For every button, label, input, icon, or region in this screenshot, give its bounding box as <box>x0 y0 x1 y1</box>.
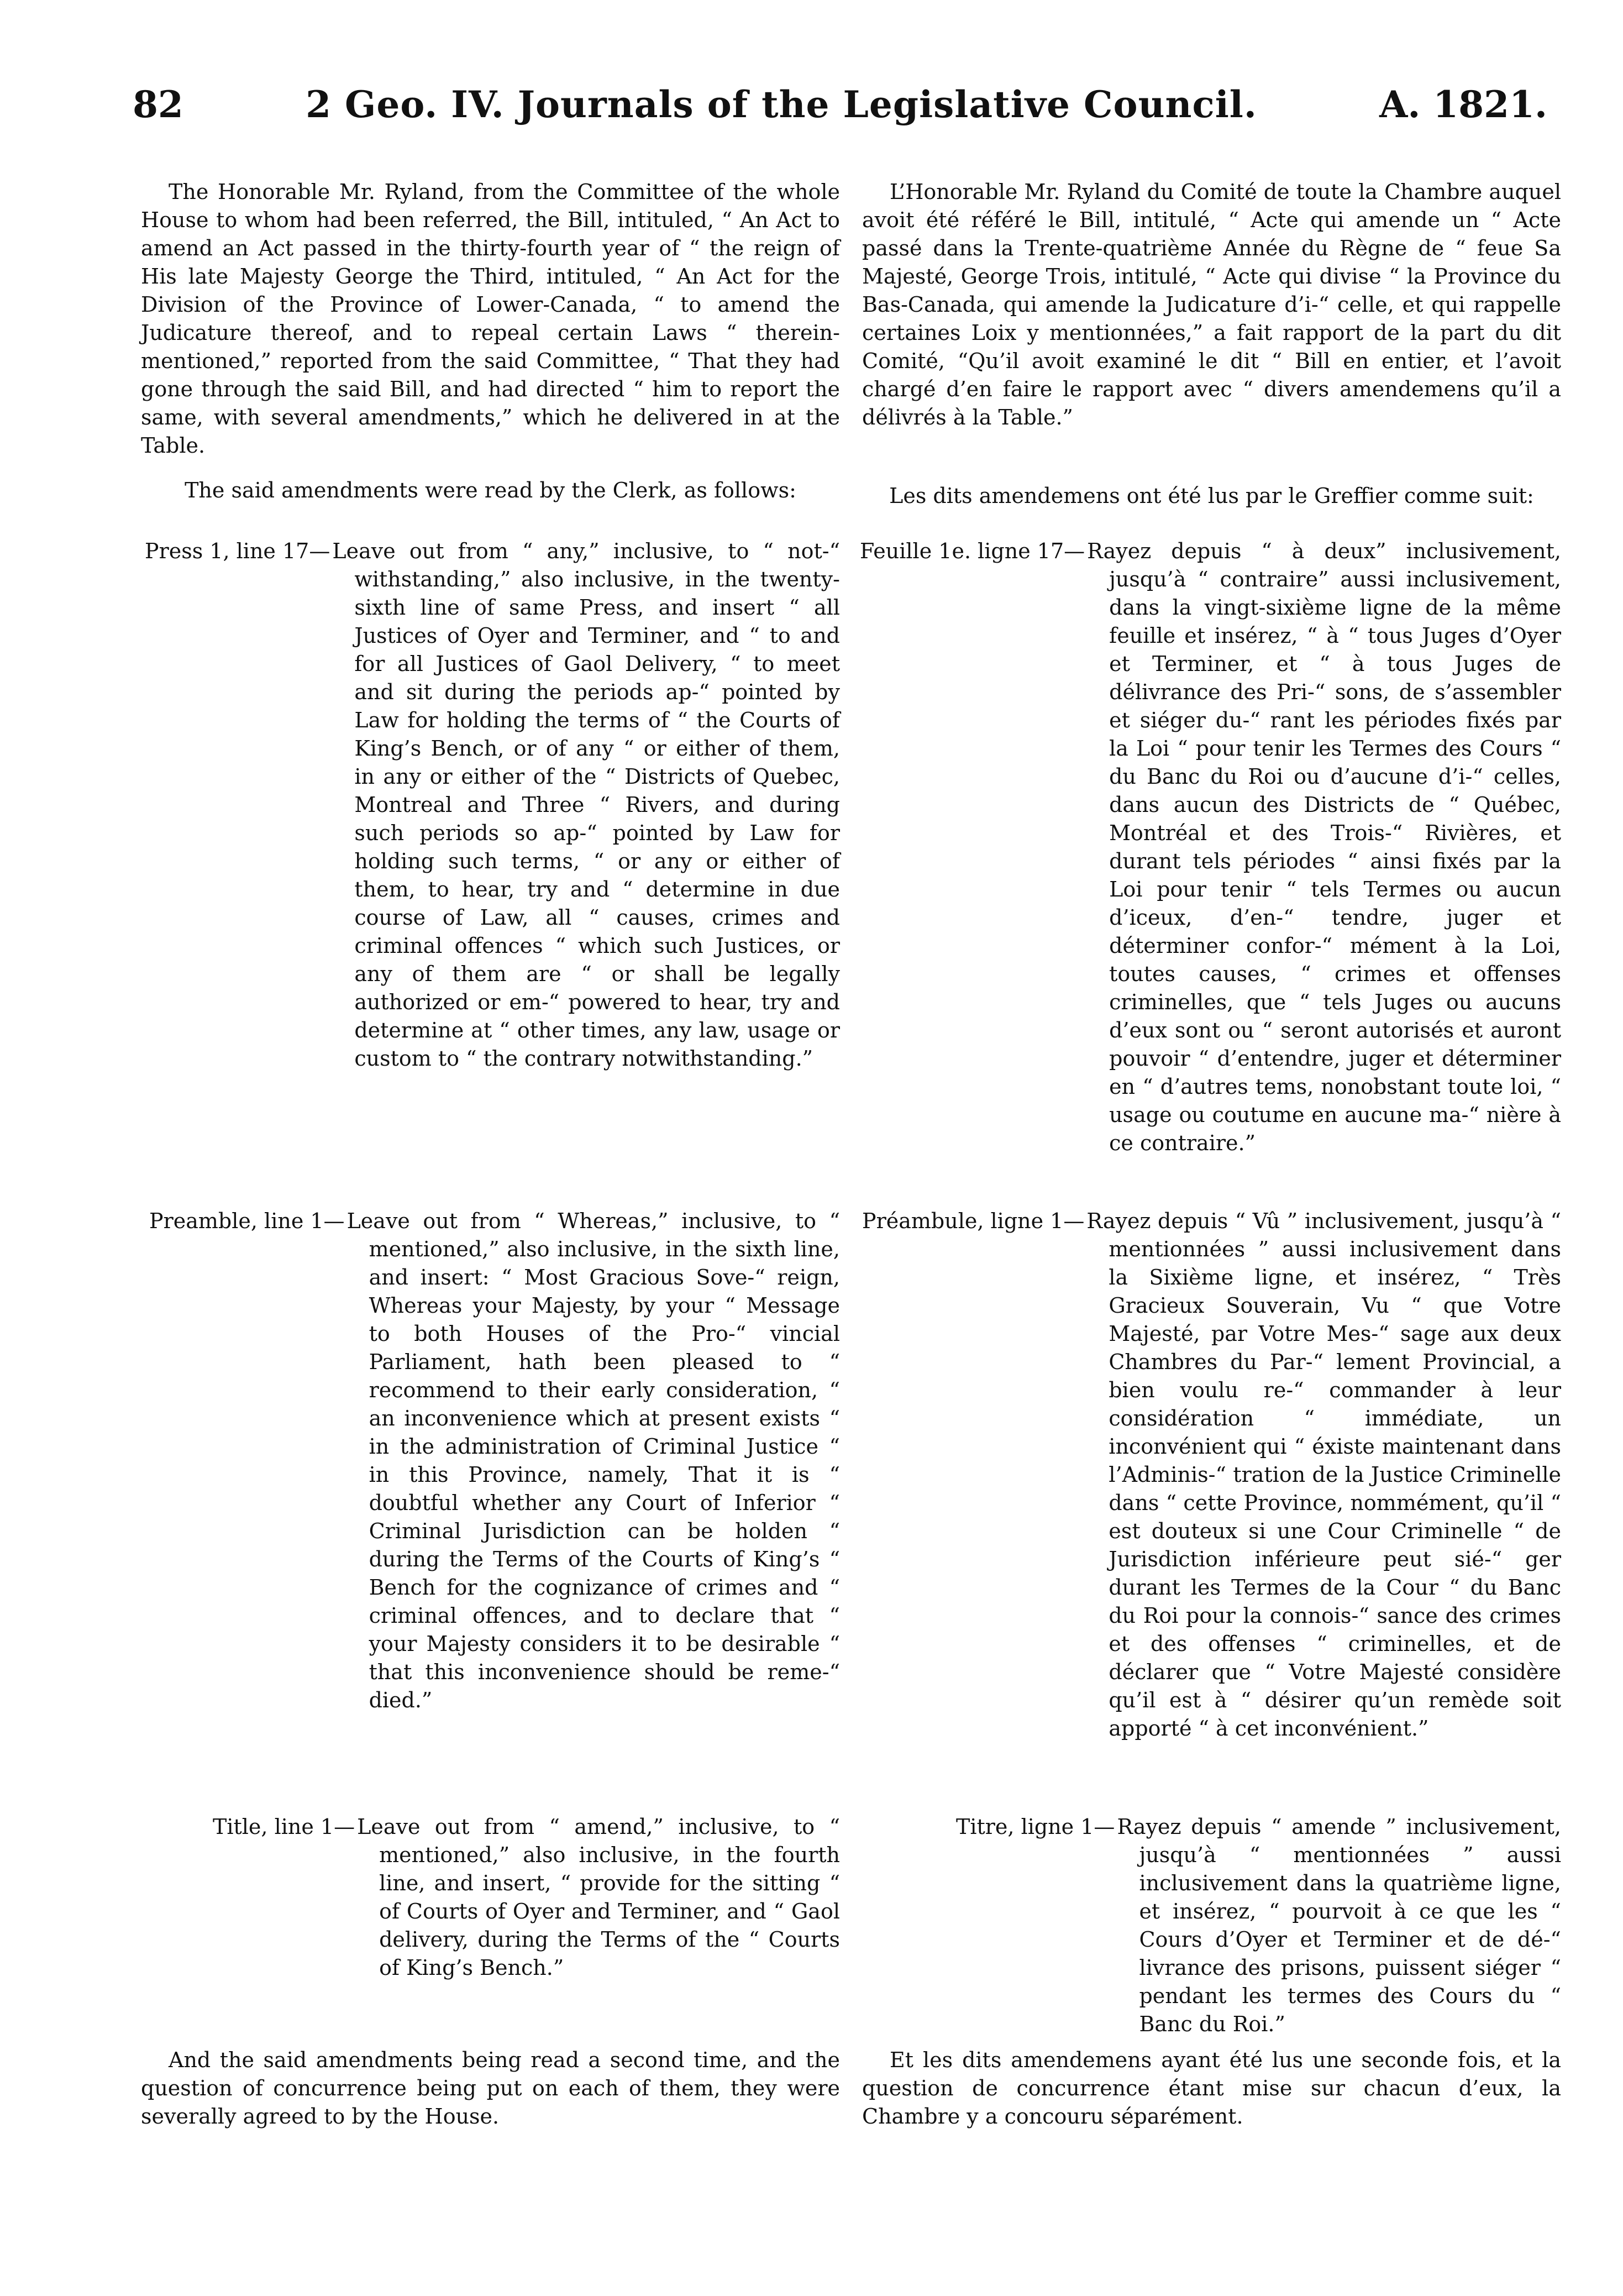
english-amendment-title-label: Title, line 1— <box>213 1815 355 1839</box>
french-intro: L’Honorable Mr. Ryland du Comité de toute la Chambre auquel avoit été référé le Bill, intitulé, “ Acte qui amende un “ Acte passé dans la Trente-quatrième Année du Règne de “ feue Sa Majesté, George Trois, intitulé, “ Acte qui divise “ la Province du Bas-Canada, qui amende la Judicature d’i-“ celle, et qui rappelle certaines Loix y mentionnées,” a fait rapport de la part du dit Comité, “Qu’il avoit examiné le dit “ Bill en entier, et l’avoit chargé d’en faire le rapport avec “ divers amendemens qu’il a délivrés à la Table.” <box>862 180 1561 429</box>
french-amendment-feuille-text: Rayez depuis “ à deux” inclusivement, jusqu’à “ contraire” aussi inclusivement, dans la vingt-sixième ligne de la même feuille et insérez, “ à “ tous Juges d’Oyer et Terminer, et “ à tous Juges de délivrance des Pri-“ sons, de s’assembler et siéger du-“ rant les périodes fixés par la Loi “ pour tenir les Termes des Cours “ du Banc du Roi ou d’aucune d’i-“ celles, dans aucun des Districts de “ Québec, Montréal et des Trois-“ Rivières, et durant tels périodes “ ainsi fixés par la Loi pour tenir “ tels Termes ou aucun d’iceux, d’en-“ tendre, juger et déterminer confor-“ mément à la Loi, toutes causes, “ crimes et offenses criminelles, que “ tels Juges ou aucuns d’eux sont ou “ seront autorisés et auront pouvoir “ d’entendre, juger et déterminer en “ d’autres tems, nonobstant toute loi, “ usage ou coutume en aucune ma-“ nière à ce contraire.” <box>1087 539 1561 1155</box>
english-amendment-press <box>145 537 840 1073</box>
year: A. 1821. <box>1379 83 1547 126</box>
french-read-by-clerk: Les dits amendemens ont été lus par le Greffier comme suit: <box>889 484 1534 508</box>
french-amendment-titre-label: Titre, ligne 1— <box>956 1815 1115 1839</box>
french-amendment-titre-text: Rayez depuis “ amende ” inclusivement, jusqu’à “ mentionnées ” aussi inclusivement dans la quatrième ligne, et insérez, “ pourvoit à ce que les “ Cours d’Oyer et Terminer et de dé-“ livrance des prisons, puissent siéger “ pendant les termes des Cours du “ Banc du Roi.” <box>1117 1815 1561 2036</box>
english-amendment-title-text: Leave out from “ amend,” inclusive, to “ mentioned,” also inclusive, in the fourth line, and insert, “ provide for the sitting “ of Courts of Oyer and Terminer, and “ Gaol delivery, during the Terms of the “ Courts of King’s Bench.” <box>357 1815 840 1980</box>
english-amendment-preamble <box>149 1207 840 1715</box>
running-title: 2 Geo. IV. Journals of the Legislative Council. <box>306 83 1257 126</box>
french-amendment-preambule-label: Préambule, ligne 1— <box>862 1209 1085 1233</box>
english-amendment-press-label: Press 1, line 17— <box>145 539 330 563</box>
english-intro: The Honorable Mr. Ryland, from the Committee of the whole House to whom had been referred, the Bill, intituled, “ An Act to amend an Act passed in the thirty-fourth year of “ the reign of His late Majesty George the Third, intituled, “ An Act for the Division of the Province of Lower-Canada, “ to amend the Judicature thereof, and to repeal certain Laws “ therein-mentioned,” reported from the said Committee, “ That they had gone through the said Bill, and had directed “ him to report the same, with several amendments,” which he delivered in at the Table. <box>141 180 840 458</box>
french-amendment-feuille-label: Feuille 1e. ligne 17— <box>860 539 1085 563</box>
english-amendment-preamble-text: Leave out from “ Whereas,” inclusive, to “ mentioned,” also inclusive, in the sixth line, and insert: “ Most Gracious Sove-“ reign, Whereas your Majesty, by your “ Message to both Houses of the Pro-“ vincial Parliament, hath been pleased to “ recommend to their early consideration, “ an inconvenience which at present exists “ in the administration of Criminal Justice “ in this Province, namely, That it is “ doubtful whether any Court of Inferior “ Criminal Jurisdiction can be holden “ during the Terms of the Courts of King’s “ Bench for the cognizance of crimes and “ criminal offences, and to declare that “ your Majesty considers it to be desirable “ that this inconvenience should be reme-“ died.” <box>346 1209 840 1712</box>
french-amendment-feuille <box>860 537 1561 1157</box>
french-amendment-preambule <box>862 1207 1561 1743</box>
page-number: 82 <box>133 83 183 126</box>
english-read-by-clerk: The said amendments were read by the Clerk, as follows: <box>185 478 796 502</box>
english-amendment-press-text: Leave out from “ any,” inclusive, to “ not-“ withstanding,” also inclusive, in the twenty-sixth line of same Press, and insert “ all Justices of Oyer and Terminer, and “ to and for all Justices of Gaol Delivery, “ to meet and sit during the periods ap-“ pointed by Law for holding the terms of “ the Courts of King’s Bench, or of any “ or either of them, in any or either of the “ Districts of Quebec, Montreal and Three “ Rivers, and during such periods so ap-“ pointed by Law for holding such terms, “ or any or either of them, to hear, try and “ determine in due course of Law, all “ causes, crimes and criminal offences “ which such Justices, or any of them are “ or shall be legally authorized or em-“ powered to hear, try and determine at “ other times, any law, usage or custom to “ the contrary notwithstanding.” <box>332 539 840 1071</box>
french-amendment-preambule-text: Rayez depuis “ Vû ” inclusivement, jusqu’à “ mentionnées ” aussi inclusivement dans la Sixième ligne, et insérez, “ Très Gracieux Souverain, Vu “ que Votre Majesté, par Votre Mes-“ sage aux deux Chambres du Par-“ lement Provincial, a bien voulu re-“ commander à leur considération “ immédiate, un inconvénient qui “ éxiste maintenant dans l’Adminis-“ tration de la Justice Criminelle dans “ cette Province, nommément, qu’il “ est douteux si une Cour Criminelle “ de Jurisdiction inférieure peut sié-“ ger durant les Termes de la Cour “ du Banc du Roi pour la connois-“ sance des crimes et des offenses “ criminelles, et de déclarer que “ Votre Majesté considère qu’il est à “ désirer qu’un remède soit apporté “ à cet inconvénient.” <box>1086 1209 1561 1741</box>
english-amendment-preamble-label: Preamble, line 1— <box>149 1209 345 1233</box>
french-closing: Et les dits amendemens ayant été lus une seconde fois, et la question de concurrence étant mise sur chacun d’eux, la Chambre y a concouru séparément. <box>862 2048 1561 2129</box>
page-header <box>133 83 1547 144</box>
english-amendment-title <box>213 1813 840 1982</box>
french-amendment-titre <box>956 1813 1561 2038</box>
english-closing: And the said amendments being read a second time, and the question of concurrence being put on each of them, they were severally agreed to by the House. <box>141 2048 840 2129</box>
